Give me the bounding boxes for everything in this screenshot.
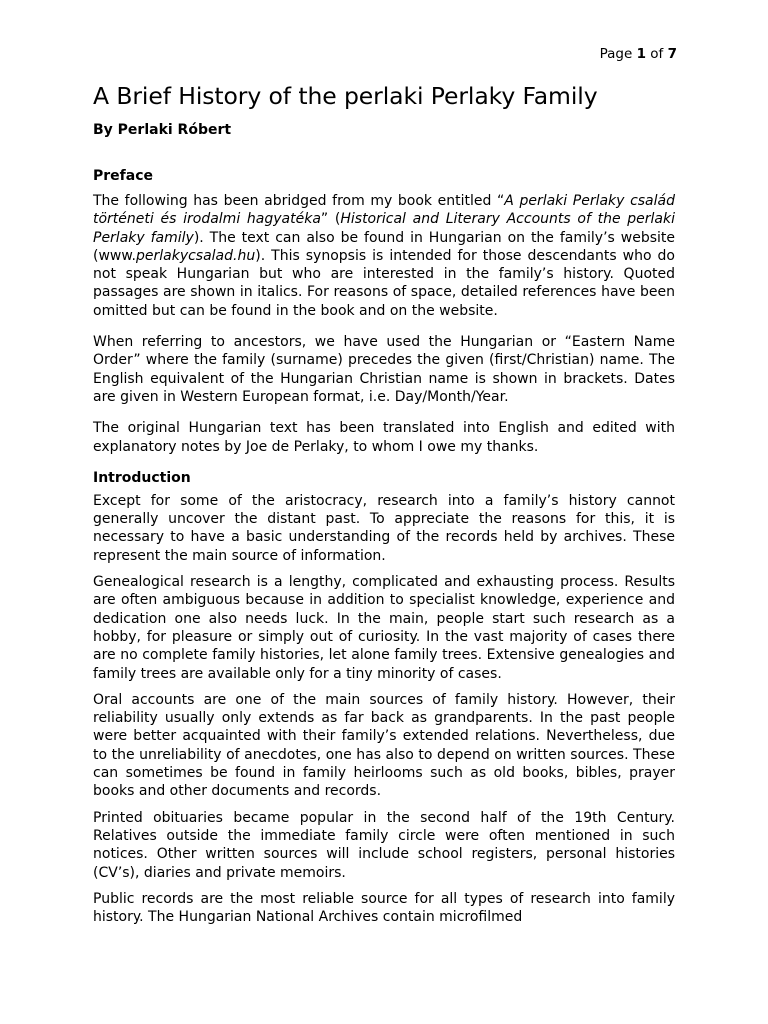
page-number [600, 45, 677, 63]
document-body [93, 80, 675, 926]
page-total: 7 [667, 46, 677, 62]
intro-paragraph-2: Genealogical research is a lengthy, complicated and exhausting process. Results are often ambiguous because in addition to specialist knowledge, experience and dedication one also needs luck. In the main, people start such research as a hobby, for pleasure or simply out of curiosity. In the vast majority of cases there are no complete family histories, let alone family trees. Extensive genealogies and family trees are available only for a tiny minority of cases. [93, 574, 675, 682]
website-domain: perlakycsalad.hu [135, 247, 256, 264]
book-title-english: Historical and Literary Accounts of the perlaki Perlaky family [93, 211, 675, 246]
preface-paragraph-1: The following has been abridged from my book entitled “A perlaki Perlaky család történeti és irodalmi hagyatéka” (Historical and Literary Accounts of the perlaki Perlaky family). The text can also be found in Hungarian on the family’s website (www.perlakycsalad.hu). This synopsis is intended for those descendants who do not speak Hungarian but who are interested in the family’s history. Quoted passages are shown in italics. For reasons of space, detailed references have been omitted but can be found in the book and on the website. [93, 193, 675, 319]
author-byline: By Perlaki Róbert [93, 122, 232, 138]
intro-paragraph-3: Oral accounts are one of the main sources of family history. However, their reliability usually only extends as far back as grandparents. In the past people were better acquainted with their family’s extended relations. Nevertheless, due to the unreliability of anecdotes, one has also to depend on written sources. These can sometimes be found in family heirlooms such as old books, bibles, prayer books and other documents and records. [93, 691, 675, 800]
intro-paragraph-5: Public records are the most reliable source for all types of research into family history. The Hungarian National Archives contain microfilmed [93, 890, 675, 926]
preface-paragraph-3: The original Hungarian text has been translated into English and edited with explanatory notes by Joe de Perlaky, to whom I owe my thanks. [93, 420, 675, 455]
page-of-label: of [650, 46, 664, 62]
introduction-heading: Introduction [93, 469, 191, 486]
preface-paragraph-2: When referring to ancestors, we have used the Hungarian or “Eastern Name Order” where the family (surname) precedes the given (first/Christian) name. The English equivalent of the Hungarian Christian name is shown in brackets. Dates are given in Western European format, i.e. Day/Month/Year. [93, 334, 675, 405]
intro-paragraph-1: Except for some of the aristocracy, research into a family’s history cannot generally uncover the distant past. To appreciate the reasons for this, it is necessary to have a basic understanding of the records held by archives. These represent the main source of information. [93, 492, 675, 564]
preface-heading: Preface [93, 168, 153, 184]
page-current: 1 [636, 46, 646, 62]
book-title-hungarian: A perlaki Perlaky család történeti és irodalmi hagyatéka [93, 193, 675, 228]
page-label: Page [599, 46, 633, 62]
intro-paragraph-4: Printed obituaries became popular in the second half of the 19th Century. Relatives outside the immediate family circle were often mentioned in such notices. Other written sources will include school registers, personal histories (CV’s), diaries and private memoirs. [93, 809, 675, 881]
document-title: A Brief History of the perlaki Perlaky Family [93, 82, 598, 110]
